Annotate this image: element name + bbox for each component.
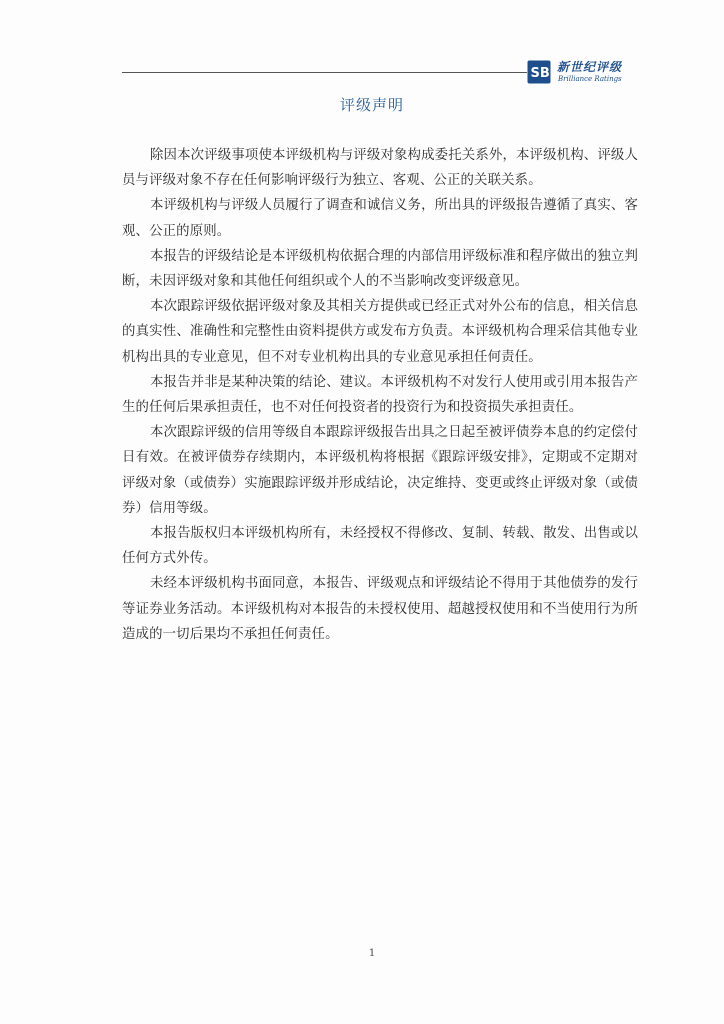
paragraph: 本评级机构与评级人员履行了调查和诚信义务，所出具的评级报告遵循了真实、客观、公正的原则。 bbox=[122, 198, 638, 239]
logo-chinese-name: 新世纪评级 bbox=[557, 60, 623, 74]
paragraph: 本次跟踪评级依据评级对象及其相关方提供或已经正式对外公布的信息，相关信息的真实性、准确性和完整性由资料提供方或发布方负责。本评级机构合理采信其他专业机构出具的专业意见，但不对专业机构出具的专业意见承担任何责任。 bbox=[122, 299, 638, 365]
statement-body bbox=[122, 143, 638, 647]
paragraph: 本报告版权归本评级机构所有，未经授权不得修改、复制、转载、散发、出售或以任何方式外传。 bbox=[122, 526, 638, 567]
paragraph: 本报告并非是某种决策的结论、建议。本评级机构不对发行人使用或引用本报告产生的任何后果承担责任，也不对任何投资者的投资行为和投资损失承担责任。 bbox=[122, 374, 638, 416]
paragraph: 本次跟踪评级的信用等级自本跟踪评级报告出具之日起至被评债券本息的约定偿付日有效。在被评债券存续期内，本评级机构将根据《跟踪评级安排》，定期或不定期对评级对象（或债券）实施跟踪评级并形成结论，决定维持、变更或终止评级对象（或债券）信用等级。 bbox=[122, 425, 638, 516]
paragraph: 除因本次评级事项使本评级机构与评级对象构成委托关系外，本评级机构、评级人员与评级对象不存在任何影响评级行为独立、客观、公正的关联关系。 bbox=[122, 148, 638, 189]
logo-mark-icon bbox=[527, 60, 551, 84]
svg-text:SB: SB bbox=[530, 66, 550, 81]
paragraph: 未经本评级机构书面同意，本报告、评级观点和评级结论不得用于其他债券的发行等证券业务活动。本评级机构对本报告的未授权使用、超越授权使用和不当使用行为所造成的一切后果均不承担任何责任。 bbox=[122, 576, 638, 642]
header-rule bbox=[122, 72, 527, 73]
page-title: 评级声明 bbox=[339, 96, 404, 114]
paragraph: 本报告的评级结论是本评级机构依据合理的内部信用评级标准和程序做出的独立判断，未因评级对象和其他任何组织或个人的不当影响改变评级意见。 bbox=[122, 248, 638, 290]
page-number: 1 bbox=[368, 948, 376, 959]
logo-english-name: Brilliance Ratings bbox=[558, 75, 622, 83]
company-logo bbox=[527, 58, 637, 88]
